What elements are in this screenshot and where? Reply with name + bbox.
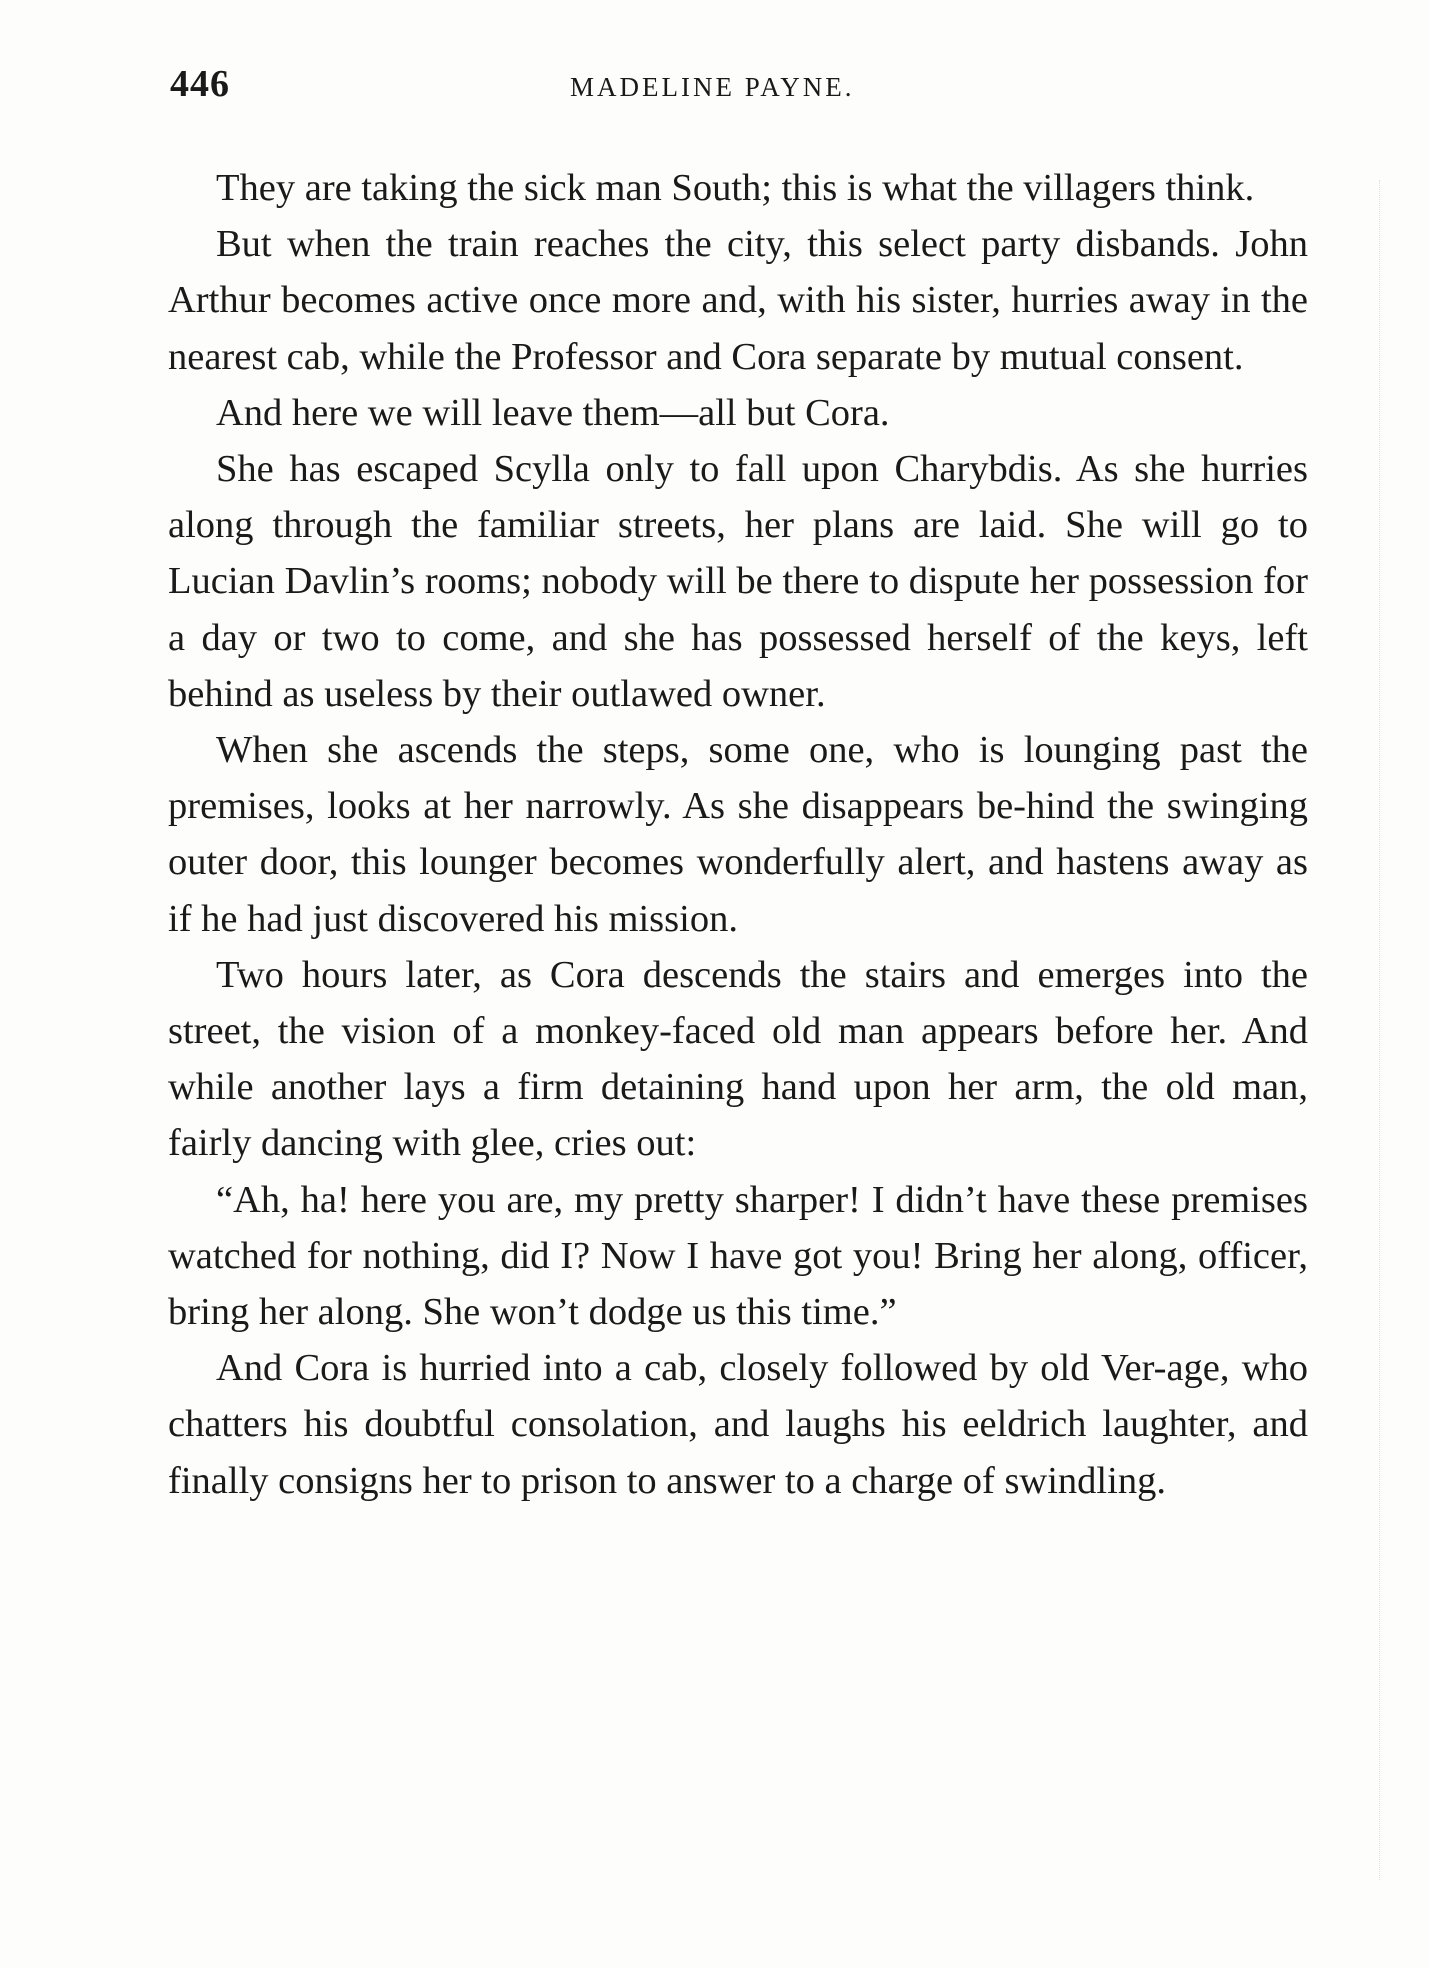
- running-title: MADELINE PAYNE.: [570, 72, 855, 102]
- page-edge-specks: [1373, 180, 1380, 1880]
- paragraph: But when the train reaches the city, this select party disbands. John Arthur becomes active once more and, with his sister, hurries away in the nearest cab, while the Professor and Cora separate by mutual consent.: [168, 223, 1308, 378]
- paragraph: When she ascends the steps, some one, who is lounging past the premises, looks at her narrowly. As she disappears be-hind the swinging outer door, this lounger becomes wonderfully alert, and hastens away as if he had just discovered his mission.: [168, 729, 1308, 940]
- paragraph: “Ah, ha! here you are, my pretty sharper! I didn’t have these premises watched for nothing, did I? Now I have got you! Bring her along, officer, bring her along. She won’t dodge us this time.”: [168, 1178, 1308, 1334]
- body-text: [168, 160, 1308, 1509]
- paragraph: And Cora is hurried into a cab, closely followed by old Ver-age, who chatters his doubtful consolation, and laughs his eeldrich laughter, and finally consigns her to prison to answer to a charge of swindling.: [168, 1347, 1308, 1502]
- page-header: [170, 62, 1310, 122]
- paragraph: And here we will leave them—all but Cora.: [216, 391, 890, 434]
- paragraph: They are taking the sick man South; this is what the villagers think.: [216, 167, 1255, 209]
- paragraph: Two hours later, as Cora descends the stairs and emerges into the street, the vision of a monkey-faced old man appears before her. And while another lays a firm detaining hand upon her arm, the old man, fairly dancing with glee, cries out:: [168, 953, 1308, 1165]
- page-number: 446: [170, 63, 230, 105]
- paragraph: She has escaped Scylla only to fall upon Charybdis. As she hurries along through the familiar streets, her plans are laid. She will go to Lucian Davlin’s rooms; nobody will be there to dispute her possession for a day or two to come, and she has possessed herself of the keys, left behind as useless by their outlawed owner.: [168, 448, 1308, 715]
